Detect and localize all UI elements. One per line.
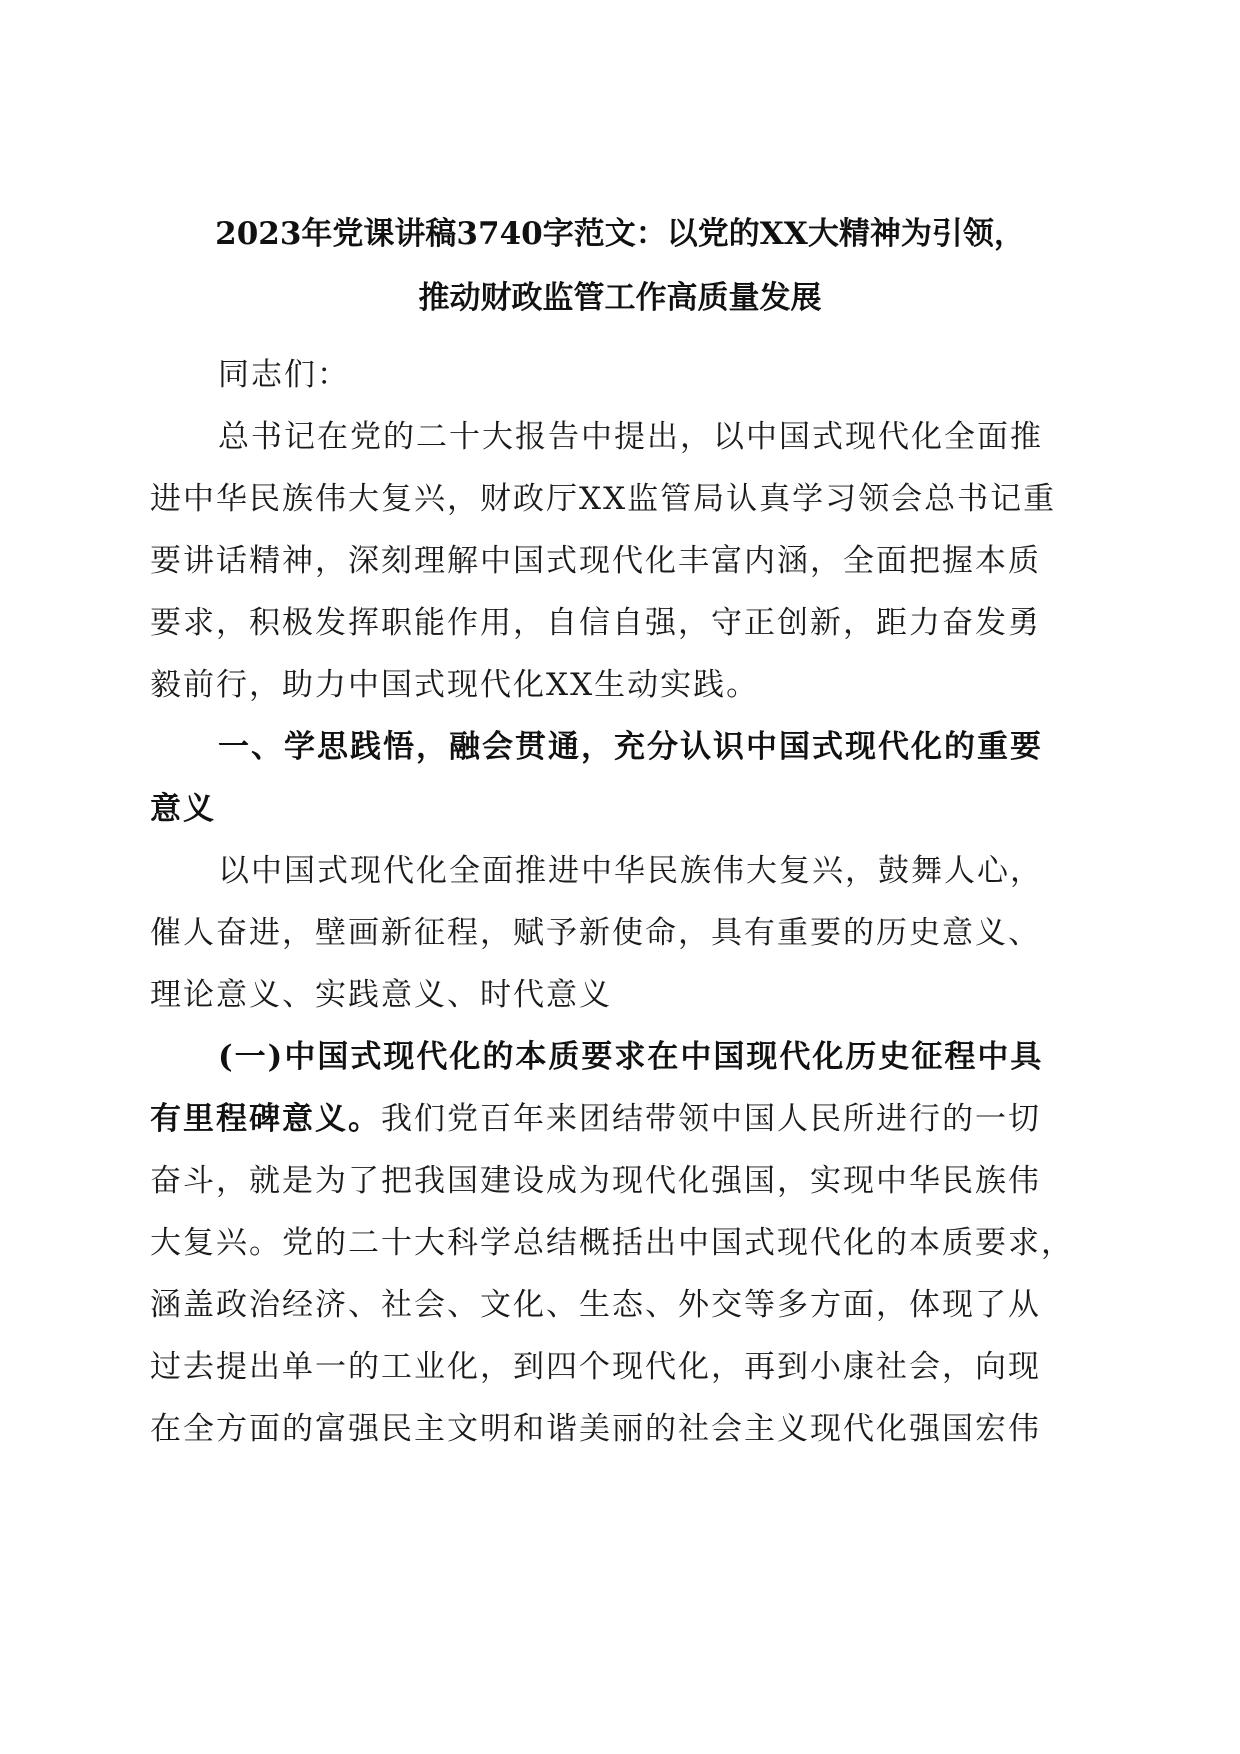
- subsection-line: 奋斗，就是为了把我国建设成为现代化强国，实现中华民族伟: [150, 1163, 1041, 1199]
- subsection-heading-end: 有里程碑意义。: [150, 1101, 381, 1137]
- salutation: 同志们：: [218, 357, 350, 393]
- intro-line: 进中华民族伟大复兴，财政厅XX监管局认真学习领会总书记重: [150, 481, 1057, 517]
- section-heading-line: 意义: [150, 791, 216, 827]
- document-title-line-1: 2023年党课讲稿3740字范文：以党的XX大精神为引领，: [215, 216, 1025, 252]
- subsection-line: [150, 1093, 1041, 1138]
- section-paragraph-line: 以中国式现代化全面推进中华民族伟大复兴，鼓舞人心，: [218, 853, 1043, 889]
- subsection-text: 我们党百年来团结带领中国人民所进行的一切: [381, 1101, 1041, 1137]
- document-title-line-2: 推动财政监管工作高质量发展: [418, 280, 822, 316]
- intro-line: 要讲话精神，深刻理解中国式现代化丰富内涵，全面把握本质: [150, 543, 1041, 579]
- subsection-line: 过去提出单一的工业化，到四个现代化，再到小康社会，向现: [150, 1349, 1041, 1385]
- subsection-heading: (一)中国式现代化的本质要求在中国现代化历史征程中具: [218, 1039, 1044, 1075]
- section-paragraph-line: 催人奋进，壁画新征程，赋予新使命，具有重要的历史意义、: [150, 915, 1041, 951]
- section-paragraph-line: 理论意义、实践意义、时代意义: [150, 977, 612, 1013]
- section-heading-line: 一、学思践悟，融会贯通，充分认识中国式现代化的重要: [218, 729, 1043, 765]
- subsection-line: 在全方面的富强民主文明和谐美丽的社会主义现代化强国宏伟: [150, 1411, 1041, 1447]
- subsection-line: 大复兴。党的二十大科学总结概括出中国式现代化的本质要求，: [150, 1225, 1074, 1261]
- intro-line: 要求，积极发挥职能作用，自信自强，守正创新，距力奋发勇: [150, 605, 1041, 641]
- subsection-line: 涵盖政治经济、社会、文化、生态、外交等多方面，体现了从: [150, 1287, 1041, 1323]
- intro-line: 总书记在党的二十大报告中提出，以中国式现代化全面推: [218, 419, 1043, 455]
- intro-line: 毅前行，助力中国式现代化XX生动实践。: [150, 667, 760, 703]
